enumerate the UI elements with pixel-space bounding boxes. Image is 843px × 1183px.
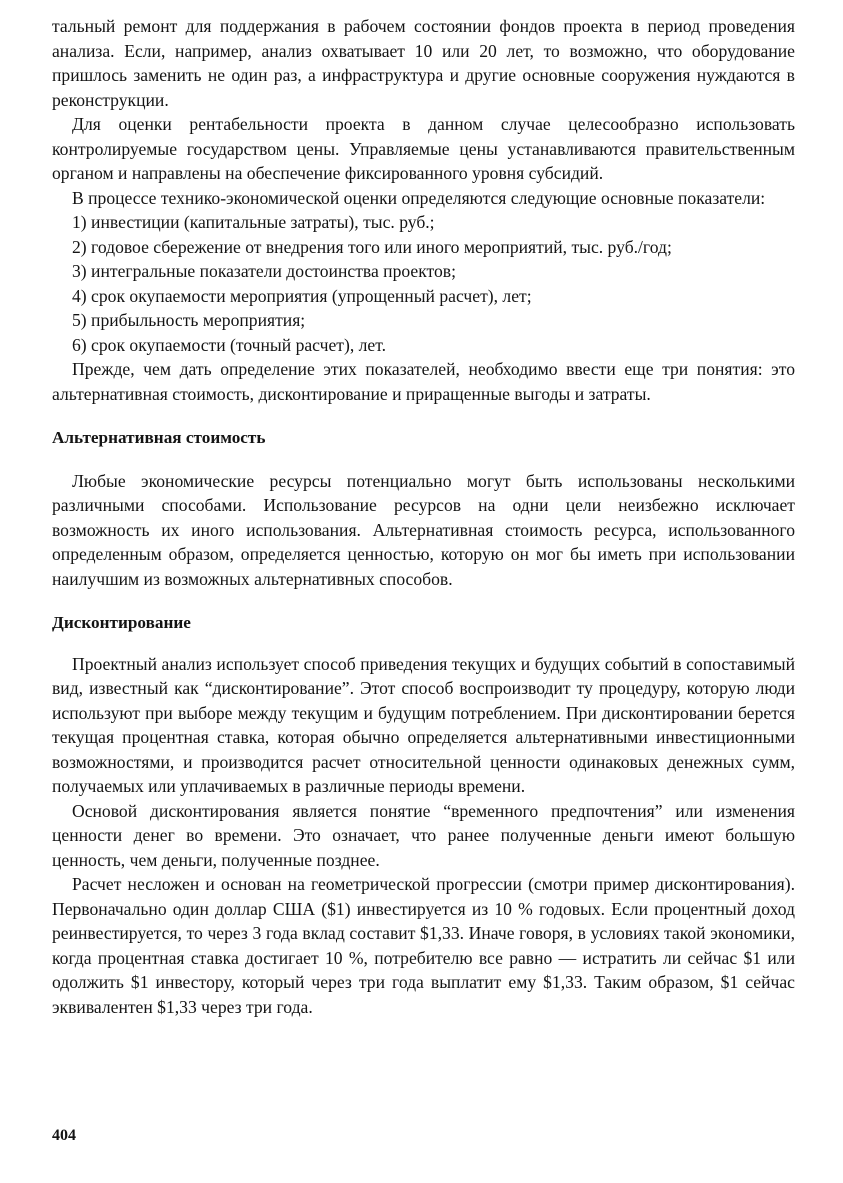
paragraph-discount-example: Расчет несложен и основан на геометрической прогрессии (смотри пример дисконтирования). Первоначально один доллар США ($1) инвестируется из 10 % годовых. Если процентный доход реинвестируется, то через 3 года вклад составит $1,33. Иначе говоря, в условиях такой экономики, когда процентная ставка достигает 10 %, потребителю все равно — истратить ли сейчас $1 или одолжить $1 инвестору, который через три года выплатит ему $1,33. Таким образом, $1 сейчас эквивалентен $1,33 через три года. [52, 874, 795, 1017]
indicators-list [52, 210, 795, 357]
list-item: 6) срок окупаемости (точный расчет), лет. [72, 334, 386, 355]
section-heading-discounting: Дисконтирование [52, 613, 191, 632]
list-item: 1) инвестиции (капитальные затраты), тыс. руб.; [72, 212, 435, 232]
paragraph-alternative-cost: Любые экономические ресурсы потенциально могут быть использованы несколькими различными способами. Использование ресурсов на одни цели неизбежно исключает возможность их иного использования. Альтернативная стоимость ресурса, использованного определенным образом, определяется ценностью, которую он мог бы иметь при использовании наилучшим из возможных альтернативных способов. [52, 470, 795, 589]
paragraph-concepts: Прежде, чем дать определение этих показателей, необходимо ввести еще три понятия: это альтернативная стоимость, дисконтирование и приращенные выгоды и затраты. [52, 359, 795, 404]
paragraph-discounting-method: Проектный анализ использует способ приведения текущих и будущих событий в сопоставимый вид, известный как “дисконтирование”. Этот способ воспроизводит ту процедуру, которую люди используют при выборе между текущим и будущим потреблением. При дисконтировании берется текущая процентная ставка, которая обычно определяется альтернативными инвестиционными возможностями, и производится расчет относительной ценности одинаковых денежных сумм, получаемых или уплачиваемых в различные периоды времени. [52, 653, 795, 796]
list-item: 2) годовое сбережение от внедрения того или иного мероприятий, тыс. руб./год; [72, 236, 672, 257]
list-item: 5) прибыльность мероприятия; [72, 310, 306, 330]
list-item: 3) интегральные показатели достоинства проектов; [72, 261, 456, 281]
page-body [52, 14, 795, 1019]
paragraph-capital-repair: тальный ремонт для поддержания в рабочем состоянии фондов проекта в период проведения анализа. Если, например, анализ охватывает 10 или 20 лет, то возможно, что оборудование пришлось заменить не один раз, а инфраструктура и другие основные сооружения нуждаются в реконструкции. [52, 16, 795, 110]
paragraph-indicators-intro: В процессе технико-экономической оценки определяются следующие основные показатели: [72, 187, 766, 208]
paragraph-controlled-prices: Для оценки рентабельности проекта в данном случае целесообразно использовать контролируемые государством цены. Управляемые цены устанавливаются правительственным органом и направлены на обеспечение фиксированного уровня субсидий. [52, 114, 795, 183]
page-number: 404 [52, 1127, 76, 1144]
section-heading-alternative-cost: Альтернативная стоимость [52, 428, 266, 447]
list-item: 4) срок окупаемости мероприятия (упрощенный расчет), лет; [72, 285, 532, 306]
paragraph-time-preference: Основой дисконтирования является понятие “временного предпочтения” или изменения ценности денег во времени. Это означает, что ранее полученные деньги имеют большую ценность, чем деньги, полученные позднее. [52, 800, 795, 870]
